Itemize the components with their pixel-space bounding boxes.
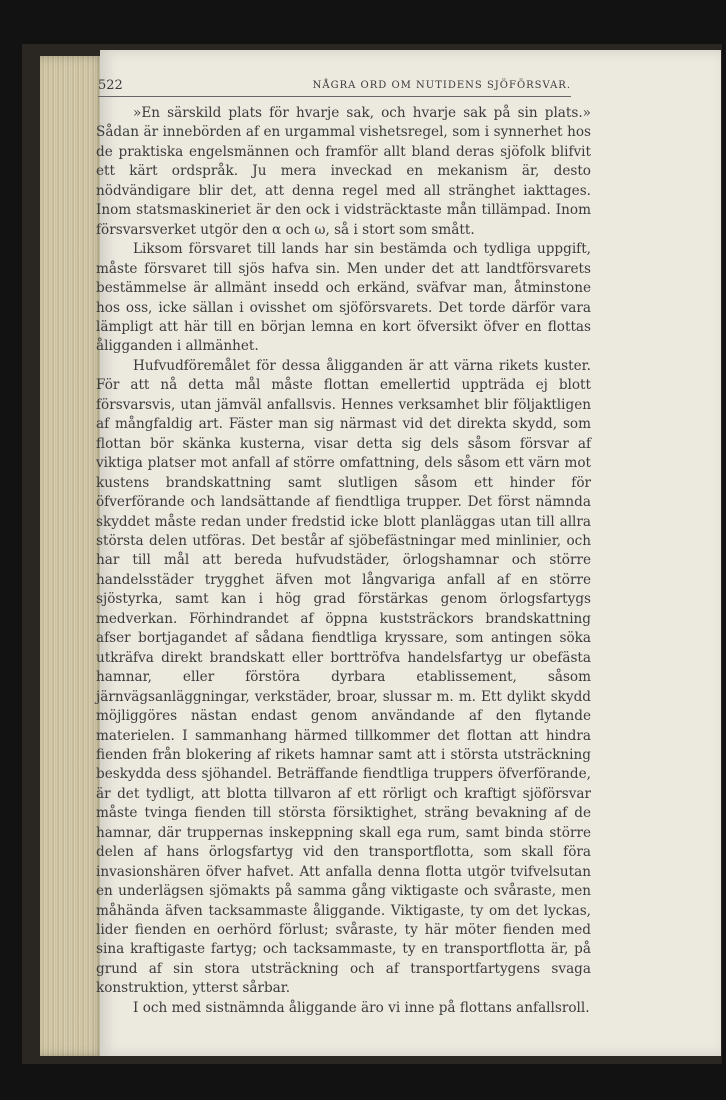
- paragraph-4: I och med sistnämnda åliggande äro vi inne på flottans anfallsroll.: [133, 999, 590, 1016]
- paragraph-2: Liksom försvaret till lands har sin bestämda och tydliga uppgift, måste försvaret till sjös hafva sin. Men under det att landtförsvarets bestämmelse är allmänt insedd och erkänd, sväfvar man, åtminstone hos oss, icke sällan i ovisshet om sjöförsvarets. Det torde därför vara lämpligt att här till en början lemna en kort öfversikt öfver en flottas åligganden i allmänhet.: [96, 241, 591, 355]
- body-text: [96, 104, 591, 1018]
- running-head: NÅGRA ORD OM NUTIDENS SJÖFÖRSVAR.: [312, 80, 571, 91]
- page-header: [98, 78, 571, 97]
- page-number: 522: [98, 78, 123, 93]
- paragraph-1: »En särskild plats för hvarje sak, och hvarje sak på sin plats.» Sådan är innebörden af en urgammal vishetsregel, som i synnerhet hos de praktiska engelsmännen och framför allt bland deras sjöfolk blifvit ett kärt ordspråk. Ju mera inveckad en mekanism är, desto nödvändigare blir det, att denna regel med all stränghet iakttages. Inom statsmaskineriet är den ock i vidsträcktaste mån tillämpad. Inom försvarsverket utgör den α och ω, så i stort som smått.: [96, 105, 591, 238]
- paragraph-3: Hufvudföremålet för dessa åligganden är att värna rikets kuster. För att nå detta mål måste flottan emellertid uppträda ej blott försvarsvis, utan jämväl anfallsvis. Hennes verksamhet blir följaktligen af mångfaldig art. Fäster man sig närmast vid det direkta skydd, som flottan bör skänka kusterna, visar detta sig dels såsom försvar af viktiga platser mot anfall af större omfattning, dels såsom ett värn mot kustens brandskattning samt slutligen såsom ett hinder för öfverförande och landsättande af fiendtliga trupper. Det först nämnda skyddet måste redan under fredstid icke blott planläggas utan till allra största delen utföras. Det består af sjöbefästningar med minlinier, och har till mål att bereda hufvudstäder, örlogshamnar och större handelsstäder trygghet äfven mot långvariga anfall af en större sjöstyrka, samt kan i hög grad förstärkas genom örlogsfartygs medverkan. Förhindrandet af öppna kuststräckors brandskattning afser bortjagandet af sådana fiendtliga kryssare, som antingen söka utkräfva direkt brandskatt eller borttröfva handelsfartyg ur obefästa hamnar, eller förstöra dyrbara etablissement, såsom järnvägsanläggningar, verkstäder, broar, slussar m. m. Ett dylikt skydd möjliggöres nästan endast genom användande af den flytande materielen. I sammanhang härmed tillkommer det flottan att hindra fienden från blokering af rikets hamnar samt att i största utsträckning beskydda dess sjöhandel. Beträffande fiendtliga truppers öfverförande, är det tydligt, att blotta tillvaron af ett rörligt och kraftigt sjöförsvar måste tvinga fienden till största försiktighet, sträng bevakning af de hamnar, där truppernas inskeppning skall ega rum, samt binda större delen af hans örlogsfartyg vid den transportflotta, som skall föra invasionshären öfver hafvet. Att anfalla denna flotta utgör tvifvelsutan en underlägsen sjömakts på samma gång viktigaste och svåraste, men måhända äfven tacksammaste åliggande. Viktigaste, ty om det lyckas, lider fienden en oerhörd förlust; svåraste, ty här möter fienden med sina kraftigaste fartyg; och tacksammaste, ty en transportflotta är, på grund af sin stora utsträckning och af transportfartygens svaga konstruktion, ytterst sårbar.: [96, 357, 591, 997]
